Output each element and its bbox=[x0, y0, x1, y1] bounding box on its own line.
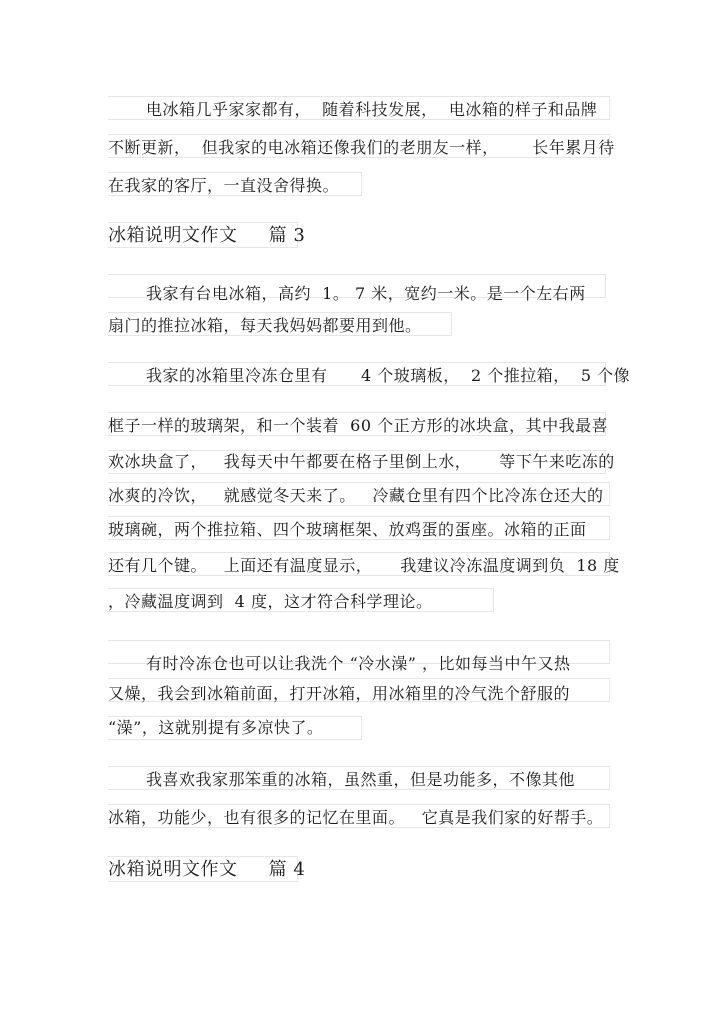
section-heading-3: 冰箱说明文作文 篇 3 bbox=[108, 225, 306, 246]
paragraph-3-line-4: 冰爽的冷饮， 就感觉冬天来了。 冷藏仓里有四个比冷冻仓还大的 bbox=[108, 486, 604, 505]
paragraph-4-line-2: 又燥，我会到冰箱前面，打开冰箱，用冰箱里的冷气洗个舒服的 bbox=[108, 684, 571, 703]
paragraph-4-line-1: 有时冷冻仓也可以让我洗个 “冷水澡” ，比如每当中午又热 bbox=[146, 654, 571, 673]
paragraph-5-line-1: 我喜欢我家那笨重的冰箱，虽然重，但是功能多，不像其他 bbox=[146, 770, 576, 789]
paragraph-1-line-1: 电冰箱几乎家家都有， 随着科技发展， 电冰箱的样子和品牌 bbox=[146, 100, 598, 119]
paragraph-3-line-5: 玻璃碗，两个推拉箱、四个玻璃框架、放鸡蛋的蛋座。冰箱的正面 bbox=[108, 520, 587, 539]
paragraph-3-line-2: 框子一样的玻璃架，和一个装着 60 个正方形的冰块盒，其中我最喜 bbox=[108, 416, 609, 435]
paragraph-3-line-6: 还有几个键。 上面还有温度显示， 我建议冷冻温度调到负 18 度 bbox=[108, 556, 620, 575]
paragraph-5-line-2: 冰箱，功能少，也有很多的记忆在里面。 它真是我们家的好帮手。 bbox=[108, 808, 604, 827]
paragraph-4-line-3: “澡”，这就别提有多凉快了。 bbox=[108, 718, 324, 737]
paragraph-3-line-1: 我家的冰箱里冷冻仓里有 4 个玻璃板， 2 个推拉箱， 5 个像 bbox=[146, 366, 631, 385]
paragraph-3-line-3: 欢冰块盒了， 我每天中午都要在格子里倒上水， 等下午来吃冻的 bbox=[108, 452, 615, 471]
paragraph-1-line-2: 不断更新， 但我家的电冰箱还像我们的老朋友一样， 长年累月待 bbox=[108, 138, 615, 157]
section-heading-4: 冰箱说明文作文 篇 4 bbox=[108, 859, 306, 880]
paragraph-1-line-3: 在我家的客厅，一直没舍得换。 bbox=[108, 176, 340, 195]
paragraph-2-line-1: 我家有台电冰箱，高约 1。 7 米，宽约一米。是一个左右两 bbox=[146, 284, 586, 303]
paragraph-2-line-2: 扇门的推拉冰箱，每天我妈妈都要用到他。 bbox=[108, 316, 422, 335]
paragraph-3-line-7: ，冷藏温度调到 4 度，这才符合科学理论。 bbox=[108, 592, 433, 611]
